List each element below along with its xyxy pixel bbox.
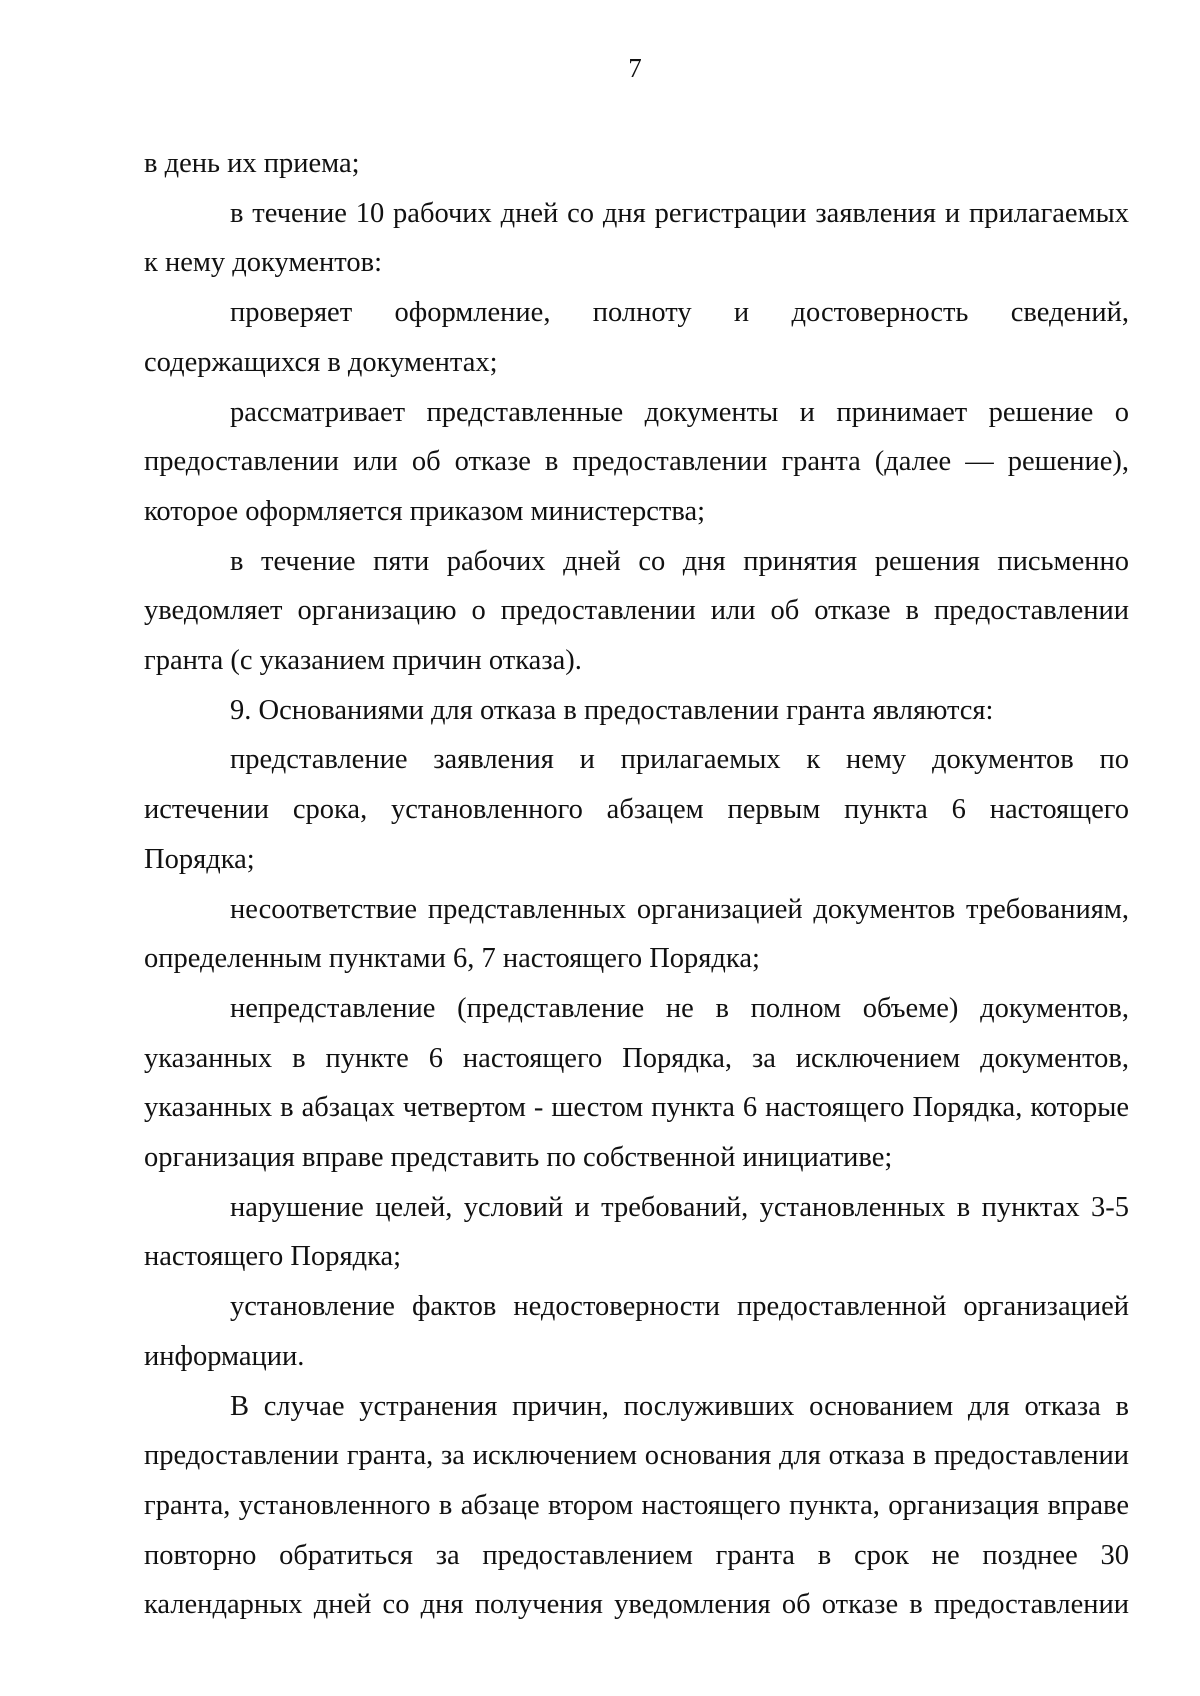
document-body — [144, 139, 1129, 1630]
paragraph-refusal-false-info: установление фактов недостоверности предоставленной организацией информации. — [144, 1291, 1129, 1372]
paragraph-notification: в течение пяти рабочих дней со дня принятия решения письменно уведомляет организацию о предоставлении или об отказе в предоставлении гранта (с указанием причин отказа). — [144, 545, 1129, 677]
paragraph-review-period: в течение 10 рабочих дней со дня регистрации заявления и прилагаемых к нему документов: — [144, 197, 1129, 279]
page-number: 7 — [628, 53, 642, 83]
paragraph-refusal-incomplete: непредставление (представление не в полном объеме) документов, указанных в пункте 6 настоящего Порядка, за исключением документов, указанных в абзацах четвертом - шестом пункта 6 настоящего Порядка, которые организация вправе представить по собственной инициативе; — [144, 992, 1129, 1174]
paragraph-refusal-nonconformity: несоответствие представленных организацией документов требованиям, определенным пунктами 6, 7 настоящего Порядка; — [144, 893, 1129, 975]
paragraph-reapplication: В случае устранения причин, послуживших основанием для отказа в предоставлении гранта, за исключением основания для отказа в предоставлении гранта, установленного в абзаце втором настоящего пункта, организация вправе повторно обратиться за предоставлением гранта в срок не позднее 30 календарных дней со дня получения уведомления об отказе в предоставлении — [144, 1390, 1129, 1621]
paragraph-checks-documents: проверяет оформление, полноту и достоверность сведений, содержащихся в документах; — [144, 297, 1129, 378]
paragraph-clause-9-heading: 9. Основаниями для отказа в предоставлении гранта являются: — [230, 694, 994, 726]
paragraph-considers-documents: рассматривает представленные документы и принимает решение о предоставлении или об отказе в предоставлении гранта (далее — решение), которое оформляется приказом министерства; — [144, 396, 1129, 527]
paragraph-continuation: в день их приема; — [144, 148, 360, 179]
paragraph-refusal-violation: нарушение целей, условий и требований, установленных в пунктах 3-5 настоящего Порядка; — [144, 1191, 1129, 1273]
paragraph-refusal-late-submission: представление заявления и прилагаемых к нему документов по истечении срока, установленного абзацем первым пункта 6 настоящего Порядка; — [144, 744, 1129, 875]
